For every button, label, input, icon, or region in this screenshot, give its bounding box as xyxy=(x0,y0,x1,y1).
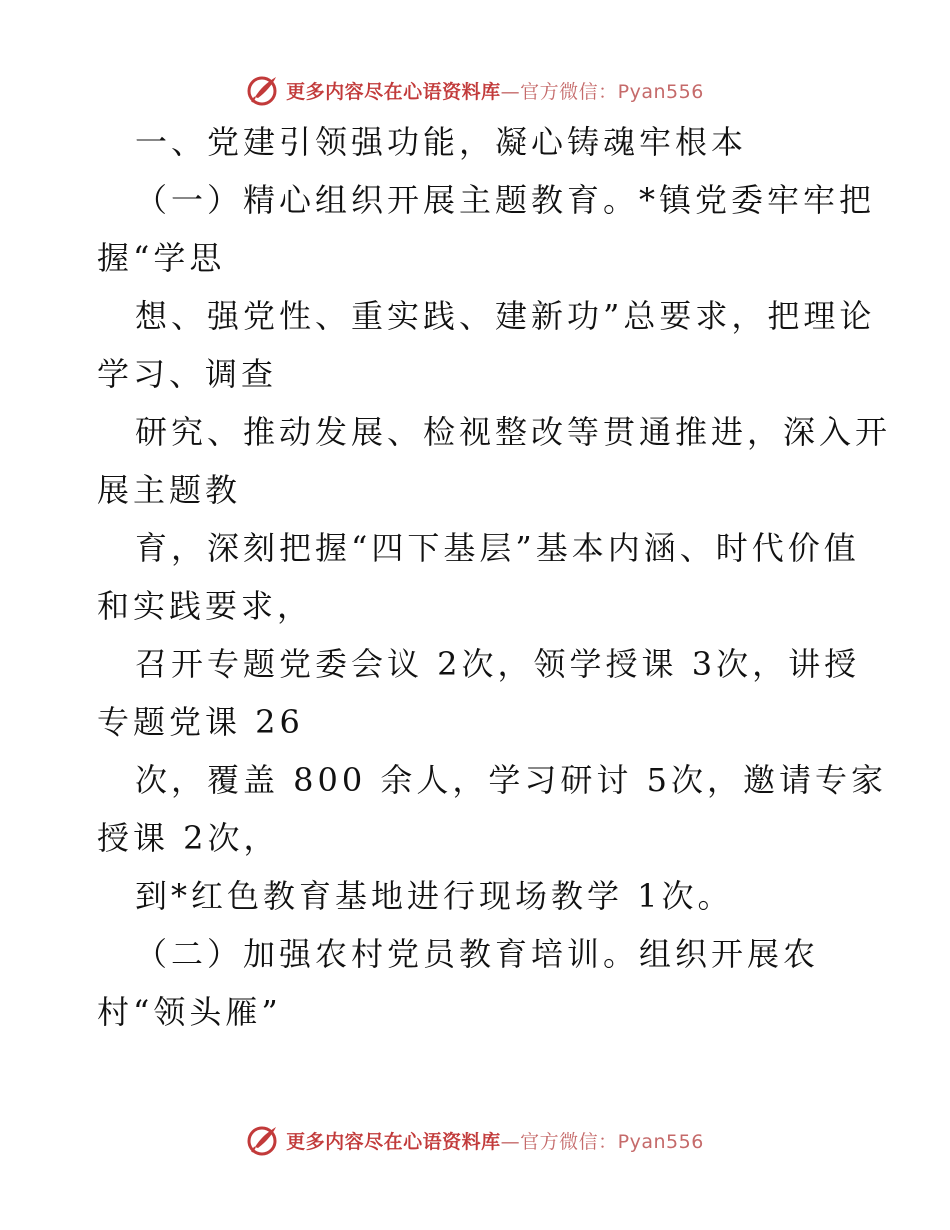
paragraph-line: 育，深刻把握“四下基层”基本内涵、时代价值 xyxy=(135,529,860,567)
paragraph-line: 和实践要求， xyxy=(97,587,314,625)
paragraph-line: （一）精心组织开展主题教育。*镇党委牢牢把 xyxy=(135,181,876,219)
paragraph-line: 专题党课 26 xyxy=(97,703,304,741)
footer-banner-text xyxy=(286,1127,704,1154)
paragraph-line: 想、强党性、重实践、建新功”总要求，把理论 xyxy=(135,297,876,335)
footer-wechat: 官方微信：Pyan556 xyxy=(520,1130,704,1153)
paragraph-line: （二）加强农村党员教育培训。组织开展农 xyxy=(135,935,820,973)
paragraph-line: 召开专题党委会议 2次，领学授课 3次，讲授 xyxy=(135,645,861,683)
header-separator: — xyxy=(500,80,521,103)
footer-separator: — xyxy=(500,1130,521,1153)
paragraph-line: 展主题教 xyxy=(97,471,242,509)
footer-site-name: 更多内容尽在心语资料库 xyxy=(286,1130,501,1153)
paragraph-line: 学习、调查 xyxy=(97,355,278,393)
header-banner xyxy=(0,70,950,110)
paragraph-line: 授课 2次， xyxy=(97,819,280,857)
section-heading: 一、党建引领强功能，凝心铸魂牢根本 xyxy=(135,123,748,161)
feather-pen-logo-icon xyxy=(246,73,280,107)
paragraph-line: 握“学思 xyxy=(97,239,226,277)
header-banner-text xyxy=(286,77,704,104)
paragraph-line: 次，覆盖 800 余人，学习研讨 5次，邀请专家 xyxy=(135,761,887,799)
footer-banner xyxy=(0,1120,950,1160)
header-site-name: 更多内容尽在心语资料库 xyxy=(286,80,501,103)
header-wechat: 官方微信：Pyan556 xyxy=(520,80,704,103)
paragraph-line: 到*红色教育基地进行现场教学 1次。 xyxy=(135,877,734,915)
feather-pen-logo-icon xyxy=(246,1123,280,1157)
paragraph-line: 研究、推动发展、检视整改等贯通推进，深入开 xyxy=(135,413,892,451)
paragraph-line: 村“领头雁” xyxy=(97,993,282,1031)
